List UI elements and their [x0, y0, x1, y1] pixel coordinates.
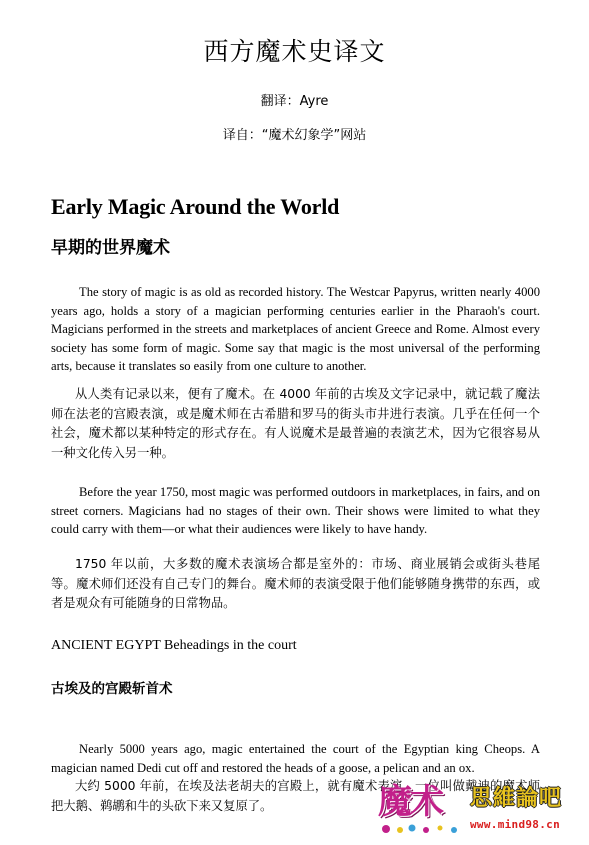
paragraph-en-3: Nearly 5000 years ago, magic entertained the court of the Egyptian king Cheops. A magician named Dedi cut off and restored the heads of a goose, a pelican and an ox.: [51, 742, 540, 775]
subheading-en: ANCIENT EGYPT Beheadings in the court: [51, 638, 297, 653]
source-line: 译自：“魔术幻象学”网站: [222, 128, 367, 143]
watermark-word-forum: 思維論吧: [470, 786, 563, 811]
page-title: 西方魔术史译文: [203, 37, 386, 66]
site-watermark-logo: [378, 780, 586, 838]
watermark-url: www.mind98.cn: [470, 818, 560, 831]
paragraph-en-2: Before the year 1750, most magic was performed outdoors in marketplaces, in fairs, and on street corners. Magicians had no stages of their own. Their shows were limited to what they could carry with them—or what their audiences were likely to have handy.: [51, 485, 540, 537]
paragraph-en-1: The story of magic is as old as recorded history. The Westcar Papyrus, written nearly 4000 years ago, holds a story of a magician performing centuries earlier in the Pharaoh's court. Magicians performed in the streets and marketplaces of ancient Greece and Rome. Almost every society has some form of magic. Some say that magic is the most universal of the performing arts, because it translates so easily from one culture to another.: [51, 285, 540, 374]
paragraph-zh-3: 大约 5000 年前，在埃及法老胡夫的宫殿上，就有魔术表演。一位叫做戴迪的魔术师把大鹅、鹈鹕和牛的头砍下来又复原了。: [51, 779, 540, 813]
paragraph-zh-1: 从人类有记录以来，便有了魔术。在 4000 年前的古埃及文字记录中，就记载了魔法师在法老的宫殿表演，或是魔术师在古希腊和罗马的街头市井进行表演。几乎在任何一个社会，魔术都以某种特定的形式存在。有人说魔术是最普遍的表演艺术，因为它很容易从一种文化传入另一种。: [51, 387, 540, 460]
translator-line: 翻译：Ayre: [260, 94, 329, 109]
paragraph-zh-2: 1750 年以前，大多数的魔术表演场合都是室外的：市场、商业展销会或街头巷尾等。魔术师们还没有自己专门的舞台。魔术师的表演受限于他们能够随身携带的东西，或者是观众有可能随身的日常物品。: [51, 557, 540, 610]
subheading-zh: 古埃及的宫殿斩首术: [51, 681, 173, 697]
section-heading-en: Early Magic Around the World: [51, 194, 340, 219]
sparkle-icon: [378, 820, 468, 838]
section-heading-zh: 早期的世界魔术: [51, 238, 170, 258]
watermark-word-magic: 魔术: [378, 782, 442, 822]
